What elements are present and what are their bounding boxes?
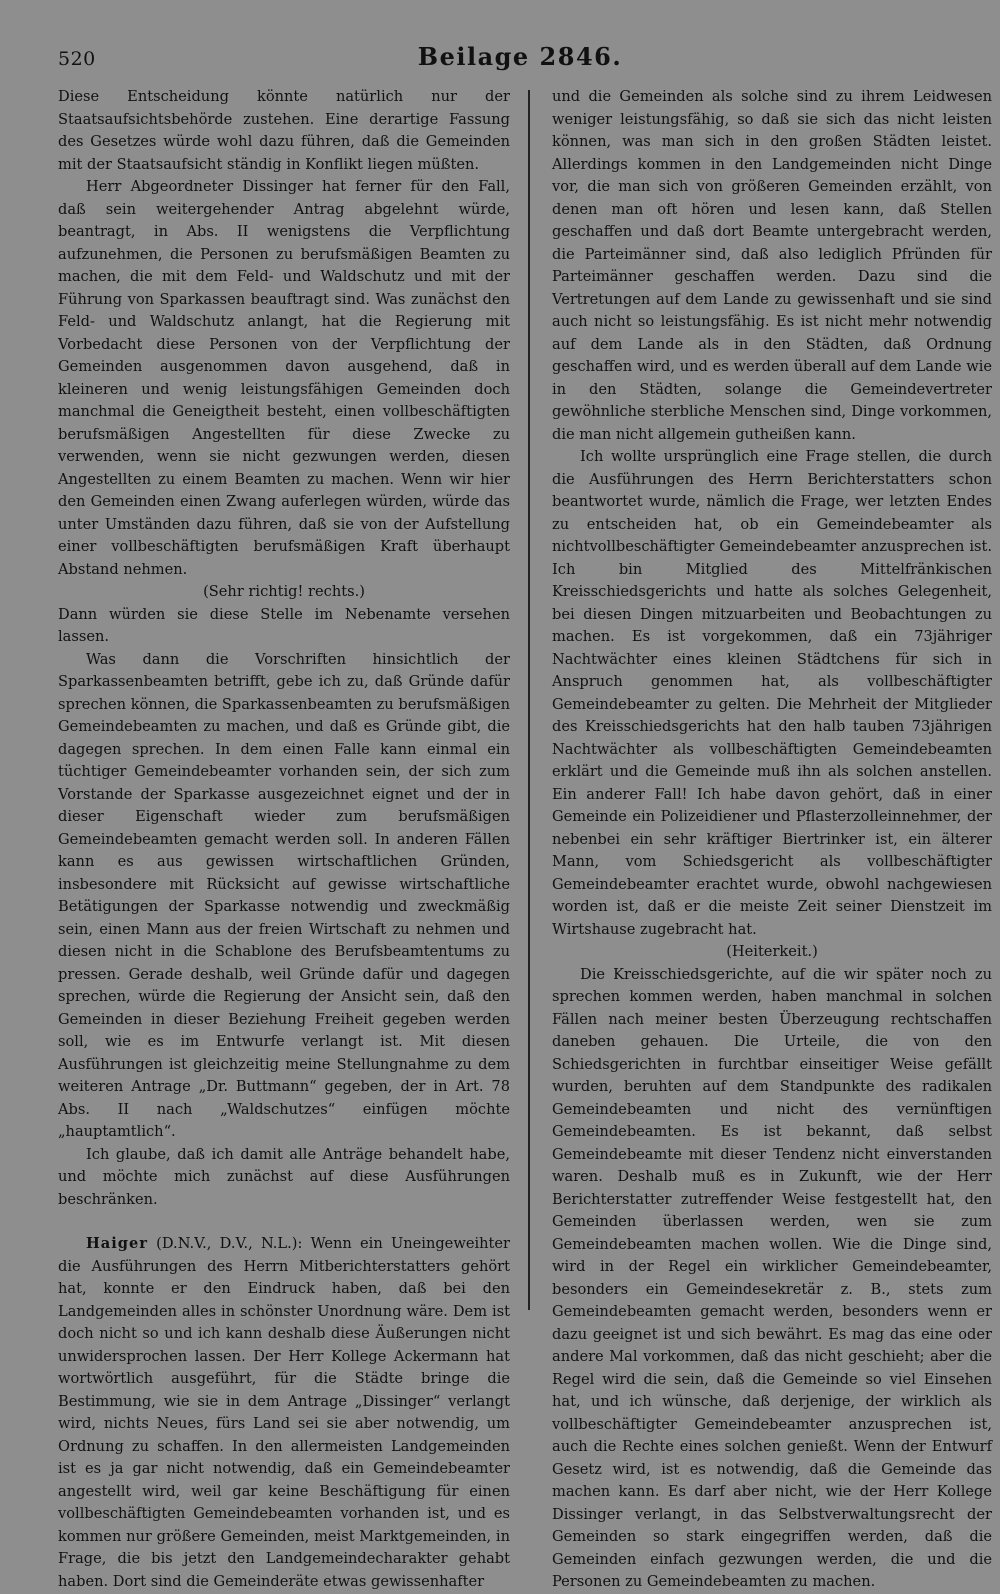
- speaker-party: (D.N.V., D.V., N.L.):: [147, 1235, 303, 1252]
- column-divider: [528, 90, 530, 1310]
- paragraph: Herr Abgeordneter Dissinger hat ferner für den Fall, daß sein weitergehender Antrag abgelehnt würde, beantragt, in Abs. II wenigstens die Verpflichtung aufzunehmen, die Personen zu berufsmäßigen Beamten zu machen, die mit dem Feld- und Waldschutz und mit der Führung von Sparkassen beauftragt sind. Was zunächst den Feld- und Waldschutz anlangt, hat die Regierung mit Vorbedacht diese Personen von der Verpflichtung der Gemeinden ausgenommen davon ausgehend, daß in kleineren und wenig leistungsfähigen Gemeinden doch manchmal die Geneigtheit besteht, einen vollbeschäftigten berufsmäßigen Angestellten für diese Zwecke zu verwenden, wenn sie nicht gezwungen werden, diesen Angestellten zu einem Beamten zu machen. Wenn wir hier den Gemeinden einen Zwang auferlegen würden, würde das unter Umständen dazu führen, daß sie von der Aufstellung einer vollbeschäftigten berufsmäßigen Kraft überhaupt Abstand nehmen.: [58, 178, 510, 578]
- paragraph: Dann würden sie diese Stelle im Nebenamte versehen lassen.: [58, 605, 510, 645]
- page-number: 520: [58, 48, 96, 70]
- paragraph: Diese Entscheidung könnte natürlich nur der Staatsaufsichtsbehörde zustehen. Eine derartige Fassung des Gesetzes würde wohl dazu führen, daß die Gemeinden mit der Staatsaufsicht ständig in Konflikt liegen müßten.: [58, 88, 510, 173]
- paragraph: Ich wollte ursprünglich eine Frage stellen, die durch die Ausführungen des Herrn Berichterstatters schon beantwortet wurde, nämlich die Frage, wer letzten Endes zu entscheiden hat, ob ein Gemeindebeamter als nichtvollbeschäftigter Gemeindebeamter anzusprechen ist. Ich bin Mitglied des Mittelfränkischen Kreisschiedsgerichts und hatte als solches Gelegenheit, bei diesen Dingen mitzuarbeiten und Beobachtungen zu machen. Es ist vorgekommen, daß ein 73jähriger Nachtwächter eines kleinen Städtchens für sich in Anspruch genommen hat, als vollbeschäftigter Gemeindebeamter zu gelten. Die Mehrheit der Mitglieder des Kreisschiedsgerichts hat den halb tauben 73jährigen Nachtwächter als vollbeschäftigten Gemeindebeamten erklärt und die Gemeinde muß ihn als solchen anstellen. Ein anderer Fall! Ich habe davon gehört, daß in einer Gemeinde ein Polizeidiener und Pflasterzolleinnehmer, der nebenbei ein sehr kräftiger Biertrinker ist, ein älterer Mann, vom Schiedsgericht als vollbeschäftigter Gemeindebeamter erachtet wurde, obwohl nachgewiesen worden ist, daß er die meiste Zeit seiner Dienstzeit im Wirtshause zugebracht hat.: [552, 448, 992, 938]
- page-title: Beilage 2846.: [417, 42, 623, 71]
- paragraph: Ich glaube, daß ich damit alle Anträge behandelt habe, und möchte mich zunächst auf diese Ausführungen beschränken.: [58, 1145, 510, 1208]
- paragraph: und die Gemeinden als solche sind zu ihrem Leidwesen weniger leistungsfähig, so daß sie sich das nicht leisten können, was man sich in den großen Städten leistet. Allerdings kommen in den Landgemeinden nicht Dinge vor, die man sich von größeren Gemeinden erzählt, von denen man oft hören und lesen kann, daß Stellen geschaffen und daß dort Beamte untergebracht werden, die Parteimänner sind, daß also lediglich Pfründen für Parteimänner geschaffen werden. Dazu sind die Vertretungen auf dem Lande zu gewissenhaft und sie sind auch nicht so leistungsfähig. Es ist nicht mehr notwendig auf dem Lande als in den Städten, daß Ordnung geschaffen wird, und es werden überall auf dem Lande wie in den Städten, solange die Gemeindevertreter gewöhnliche sterbliche Menschen sind, Dinge vorkommen, die man nicht allgemein gutheißen kann.: [552, 88, 992, 443]
- interjection: (Heiterkeit.): [726, 943, 818, 960]
- right-column: [552, 86, 992, 1594]
- speech-paragraph: [58, 1233, 510, 1593]
- left-column: [58, 86, 510, 1593]
- speech-text: Wenn ein Uneingeweihter die Ausführungen des Herrn Mitberichterstatters gehört hat, konnte er den Eindruck haben, daß bei den Landgemeinden alles in schönster Unordnung wäre. Dem ist doch nicht so und ich kann deshalb diese Äußerungen nicht unwidersprochen lassen. Der Herr Kollege Ackermann hat wortwörtlich ausgeführt, für die Städte bringe die Bestimmung, wie sie in dem Antrage „Dissinger“ verlangt wird, nichts Neues, fürs Land sei sie aber notwendig, um Ordnung zu schaffen. In den allermeisten Landgemeinden ist es ja gar nicht notwendig, daß ein Gemeindebeamter angestellt wird, weil gar keine Beschäftigung für einen vollbeschäftigten Gemeindebeamten vorhanden ist, und es kommen nur größere Gemeinden, meist Marktgemeinden, in Frage, die bis jetzt den Landgemeindecharakter gehabt haben. Dort sind die Gemeinderäte etwas gewissenhafter: [58, 1235, 510, 1590]
- interjection: (Sehr richtig! rechts.): [203, 583, 365, 600]
- paragraph: Die Kreisschiedsgerichte, auf die wir später noch zu sprechen kommen werden, haben manchmal in solchen Fällen nach meiner besten Überzeugung rechtschaffen daneben gehauen. Die Urteile, die von den Schiedsgerichten in furchtbar einseitiger Weise gefällt wurden, beruhten auf dem Standpunkte des radikalen Gemeindebeamten und nicht des vernünftigen Gemeindebeamten. Es ist bekannt, daß selbst Gemeindebeamte mit dieser Tendenz nicht einverstanden waren. Deshalb muß es in Zukunft, wie der Herr Berichterstatter zutreffender Weise festgestellt hat, den Gemeinden überlassen werden, wen sie zum Gemeindebeamten machen wollen. Wie die Dinge sind, wird in der Regel ein wirklicher Gemeindebeamter, besonders ein Gemeindesekretär z. B., stets zum Gemeindebeamten gemacht werden, besonders wenn er dazu geeignet ist und sich bewährt. Es mag das eine oder andere Mal vorkommen, daß das nicht geschieht; aber die Regel wird die sein, daß die Gemeinde so viel Einsehen hat, und ich wünsche, daß derjenige, der wirklich als vollbeschäftigter Gemeindebeamter anzusprechen ist, auch die Rechte eines solchen genießt. Wenn der Entwurf Gesetz wird, ist es notwendig, daß die Gemeinde das machen kann. Es darf aber nicht, wie der Herr Kollege Dissinger verlangt, in das Selbstverwaltungsrecht der Gemeinden so stark eingegriffen werden, daß die Gemeinden einfach gezwungen werden, die und die Personen zu Gemeindebeamten zu machen.: [552, 965, 992, 1590]
- speaker-name: Haiger: [86, 1235, 148, 1252]
- paragraph: Was dann die Vorschriften hinsichtlich der Sparkassenbeamten betrifft, gebe ich zu, daß Gründe dafür sprechen können, die Sparkassenbeamten zu berufsmäßigen Gemeindebeamten zu machen, und daß es Gründe gibt, die dagegen sprechen. In dem einen Falle kann einmal ein tüchtiger Gemeindebeamter vorhanden sein, der sich zum Vorstande der Sparkasse ausgezeichnet eignet und der in dieser Eigenschaft wieder zum berufsmäßigen Gemeindebeamten gemacht werden soll. In anderen Fällen kann es aus gewissen wirtschaftlichen Gründen, insbesondere mit Rücksicht auf gewisse wirtschaftliche Betätigungen der Sparkasse notwendig und zweckmäßig sein, einen Mann aus der freien Wirtschaft zu nehmen und diesen nicht in die Schablone des Berufsbeamtentums zu pressen. Gerade deshalb, weil Gründe dafür und dagegen sprechen, würde die Regierung der Ansicht sein, daß den Gemeinden in dieser Beziehung Freiheit gegeben werden soll, wie es im Entwurfe verlangt ist. Mit diesen Ausführungen ist gleichzeitig meine Stellungnahme zu dem weiteren Antrage „Dr. Buttmann“ gegeben, der in Art. 78 Abs. II nach „Waldschutzes“ einfügen möchte „hauptamtlich“.: [58, 650, 510, 1140]
